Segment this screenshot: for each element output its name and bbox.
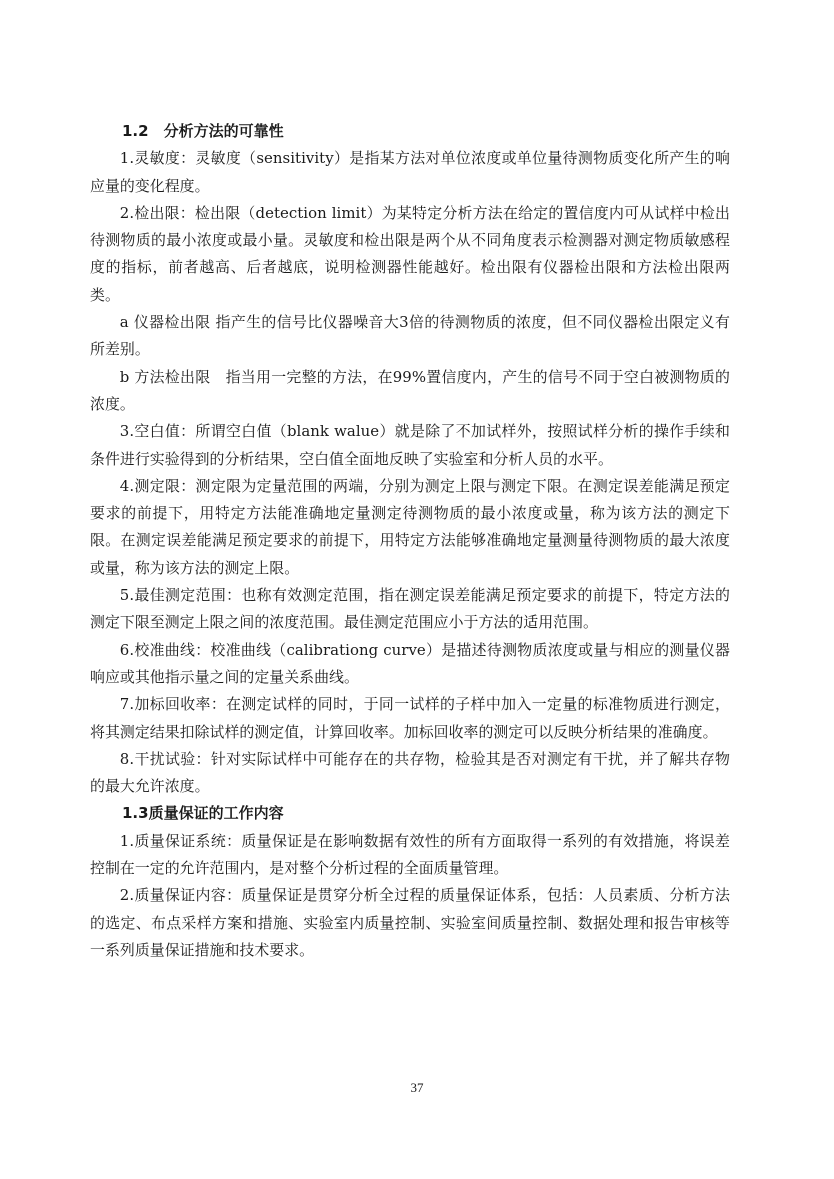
paragraph-blank-value: 3.空白值：所谓空白值（blank walue）就是除了不加试样外，按照试样分析的操作手续和条件进行实验得到的分析结果，空白值全面地反映了实验室和分析人员的水平。 (90, 422, 730, 468)
paragraph-determination-limit: 4.测定限：测定限为定量范围的两端，分别为测定上限与测定下限。在测定误差能满足预定要求的前提下，用特定方法能准确地定量测定待测物质的最小浓度或量，称为该方法的测定下限。在测定误差能满足预定要求的前提下，用特定方法能够准确地定量测量待测物质的最大浓度或量，称为该方法的测定上限。 (90, 476, 730, 577)
paragraph-calibration-curve: 6.校准曲线：校准曲线（calibrationg curve）是描述待测物质浓度或量与相应的测量仪器响应或其他指示量之间的定量关系曲线。 (90, 640, 730, 686)
paragraph-optimal-range: 5.最佳测定范围：也称有效测定范围，指在测定误差能满足预定要求的前提下，特定方法的测定下限至测定上限之间的浓度范围。最佳测定范围应小于方法的适用范围。 (90, 586, 730, 632)
section-heading-1-2: 1.2 分析方法的可靠性 (122, 122, 284, 140)
page-body (90, 118, 730, 964)
paragraph-method-detection-limit: b 方法检出限 指当用一完整的方法，在99%置信度内，产生的信号不同于空白被测物质的浓度。 (90, 367, 730, 413)
paragraph-detection-limit: 2.检出限：检出限（detection limit）为某特定分析方法在给定的置信度内可从试样中检出待测物质的最小浓度或最小量。灵敏度和检出限是两个从不同角度表示检测器对测定物质敏感程度的指标，前者越高、后者越底，说明检测器性能越好。检出限有仪器检出限和方法检出限两类。 (90, 203, 730, 304)
paragraph-instrument-detection-limit: a 仪器检出限 指产生的信号比仪器噪音大3倍的待测物质的浓度，但不同仪器检出限定义有所差别。 (90, 313, 730, 359)
paragraph-qa-system: 1.质量保证系统：质量保证是在影响数据有效性的所有方面取得一系列的有效措施，将误差控制在一定的允许范围内，是对整个分析过程的全面质量管理。 (90, 831, 730, 878)
section-heading-1-3: 1.3质量保证的工作内容 (122, 804, 284, 823)
page-number: 37 (410, 1080, 424, 1095)
paragraph-spike-recovery: 7.加标回收率：在测定试样的同时，于同一试样的子样中加入一定量的标准物质进行测定，将其测定结果扣除试样的测定值，计算回收率。加标回收率的测定可以反映分析结果的准确度。 (90, 695, 730, 741)
paragraph-interference-test: 8.干扰试验：针对实际试样中可能存在的共存物，检验其是否对测定有干扰，并了解共存物的最大允许浓度。 (90, 749, 730, 796)
paragraph-sensitivity: 1.灵敏度：灵敏度（sensitivity）是指某方法对单位浓度或单位量待测物质变化所产生的响应量的变化程度。 (90, 149, 730, 195)
paragraph-qa-content: 2.质量保证内容：质量保证是贯穿分析全过程的质量保证体系，包括：人员素质、分析方法的选定、布点采样方案和措施、实验室内质量控制、实验室间质量控制、数据处理和报告审核等一系列质量保证措施和技术要求。 (90, 886, 730, 959)
